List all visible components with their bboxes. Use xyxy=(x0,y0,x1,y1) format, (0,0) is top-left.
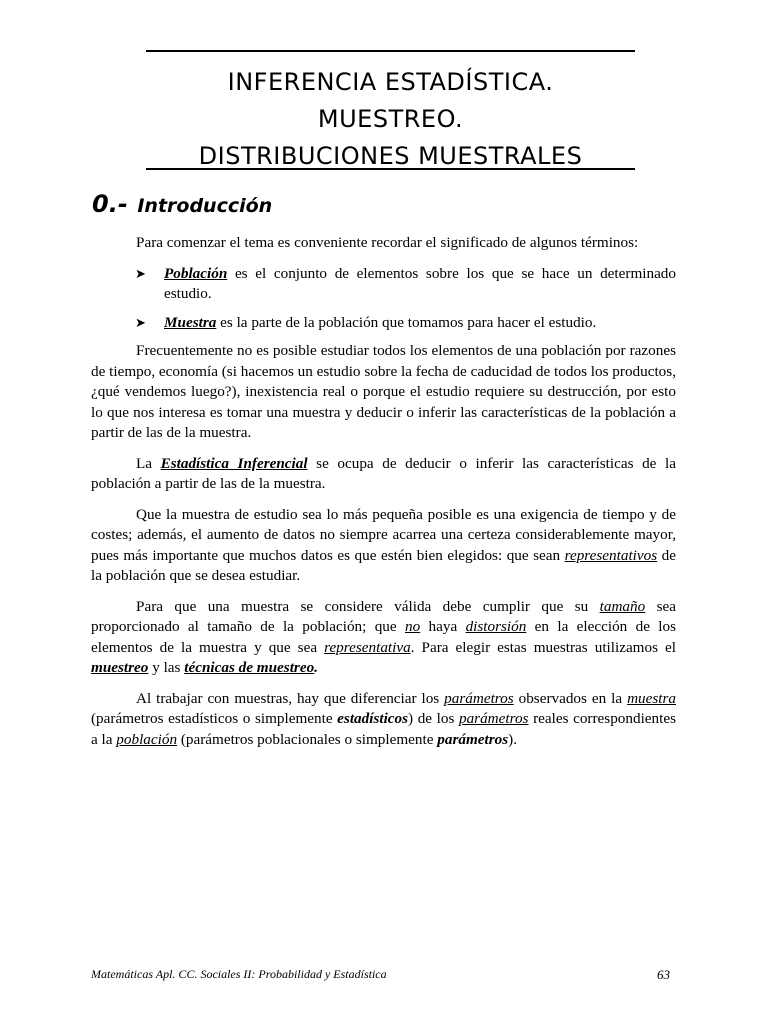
page-number: 63 xyxy=(657,967,670,982)
text-run: Al trabajar con muestras, hay que diferenciar los xyxy=(136,689,445,707)
title-line-3: DISTRIBUCIONES MUESTRALES xyxy=(198,142,583,170)
page-footer xyxy=(91,967,676,982)
text-run: se ocupa de deducir o inferir las características de la población a partir de las de la muestra. xyxy=(91,454,676,492)
bullet-item xyxy=(91,313,676,334)
section-number: 0.- xyxy=(92,190,128,218)
bullet-term: Población xyxy=(164,264,228,282)
intro-paragraph: Para comenzar el tema es conveniente recordar el significado de algunos términos: xyxy=(136,234,639,251)
paragraph-2 xyxy=(91,454,676,495)
text-run: . xyxy=(314,659,318,676)
term-representativa: representativa xyxy=(324,638,411,656)
arrow-bullet-icon: ➤ xyxy=(135,265,146,281)
text-run: observados en la xyxy=(513,689,628,707)
term-tecnicas-de-muestreo: técnicas de muestreo xyxy=(184,659,315,676)
section-heading xyxy=(92,190,272,218)
paragraph-3 xyxy=(91,505,676,587)
paragraph-5 xyxy=(91,689,676,751)
text-run: y las xyxy=(148,659,185,676)
arrow-bullet-icon: ➤ xyxy=(135,314,146,330)
term-tamano: tamaño xyxy=(599,597,646,615)
text-run: (parámetros poblacionales o simplemente xyxy=(177,730,438,748)
text-run: reales correspondientes a la xyxy=(91,710,676,748)
title-line-2: MUESTREO. xyxy=(317,105,464,133)
page-title xyxy=(146,64,635,175)
bullet-text: es la parte de la población que tomamos para hacer el estudio. xyxy=(216,313,597,331)
term-estadisticos: estadísticos xyxy=(337,710,409,727)
paragraph-1: Frecuentemente no es posible estudiar todos los elementos de una población por razones de tiempo, economía (si hacemos un estudio sobre la fecha de caducidad de todos los productos, ¿qué vendemos luego?), inexistencia real o porque el estudio requiere su destrucción, por esto lo que nos interesa es tomar una muestra y deducir o inferir las características de la población a partir de las de la muestra. xyxy=(91,342,676,441)
text-run: (parámetros estadísticos o simplemente xyxy=(91,710,338,727)
text-run: haya xyxy=(420,618,466,635)
text-run: ). xyxy=(508,730,518,748)
body-text xyxy=(91,233,676,760)
text-run: Que la muestra de estudio sea lo más pequeña posible es una exigencia de tiempo y de costes; además, el aumento de datos no siempre acarrea una certeza considerablemente mayor, pues más importante que muchos datos es que estén bien elegidos: que sean xyxy=(91,505,676,564)
title-line-1: INFERENCIA ESTADÍSTICA. xyxy=(227,68,554,96)
term-no: no xyxy=(405,618,421,635)
footer-text: Matemáticas Apl. CC. Sociales II: Probabilidad y Estadística xyxy=(91,967,387,981)
bullet-item xyxy=(91,264,676,305)
paragraph-4 xyxy=(91,597,676,679)
bullet-text: es el conjunto de elementos sobre los que se hace un determinado estudio. xyxy=(164,264,676,302)
text-run: ) de los xyxy=(408,710,459,727)
term-representativos: representativos xyxy=(564,546,658,564)
term-estadistica-inferencial: Estadística Inferencial xyxy=(160,454,308,472)
section-title: Introducción xyxy=(137,195,273,217)
term-parametros: parámetros xyxy=(444,689,514,707)
term-distorsion: distorsión xyxy=(465,618,527,635)
text-run: . Para elegir estas muestras utilizamos el xyxy=(410,638,676,656)
text-run: de la población que se desea estudiar. xyxy=(91,546,676,584)
term-parametros-reales: parámetros xyxy=(458,710,529,727)
term-muestreo: muestreo xyxy=(91,659,149,676)
title-bottom-rule xyxy=(146,168,635,170)
text-run: Para que una muestra se considere válida debe cumplir que su xyxy=(136,597,600,615)
term-muestra: muestra xyxy=(627,689,676,707)
text-run: La xyxy=(136,454,161,472)
text-run: en la elección de los elementos de la muestra y que sea xyxy=(91,618,677,656)
title-top-rule xyxy=(146,50,635,52)
term-parametros-poblacionales: parámetros xyxy=(437,730,509,748)
text-run: sea proporcionado al tamaño de la población; que xyxy=(91,597,676,635)
bullet-term: Muestra xyxy=(164,313,217,331)
term-poblacion: población xyxy=(116,730,178,748)
